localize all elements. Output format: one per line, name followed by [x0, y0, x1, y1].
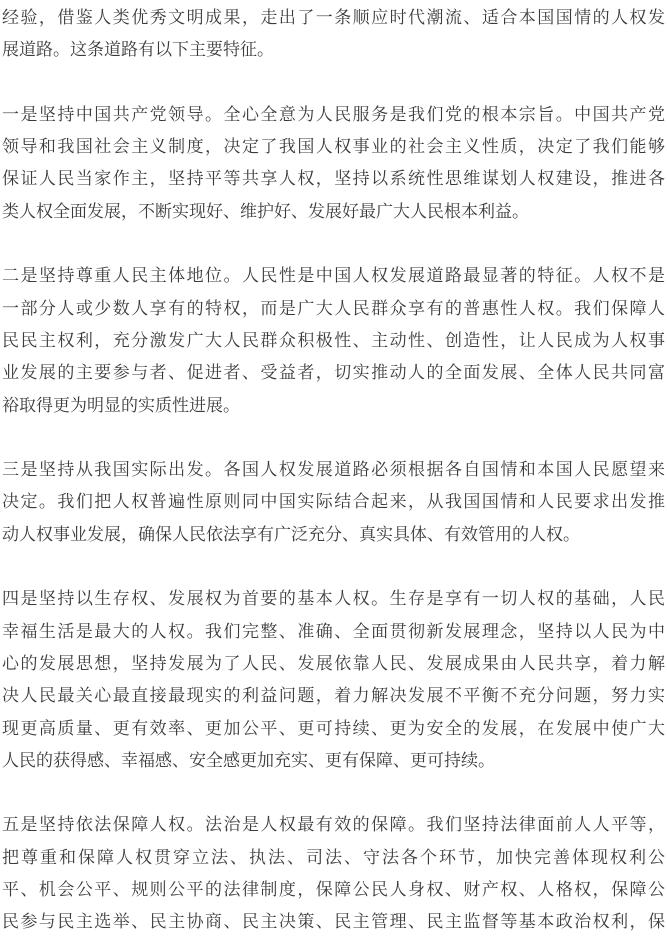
paragraph-feature-2	[2, 260, 665, 421]
paragraph-gap	[2, 228, 665, 260]
text-line: 二是坚持尊重人民主体地位。人民性是中国人权发展道路最显著的特征。人权不是	[2, 266, 665, 287]
text-line: 把尊重和保障人权贯穿立法、执法、司法、守法各个环节，加快完善体现权利公	[2, 847, 665, 868]
paragraph-feature-1	[2, 99, 665, 228]
text-line: 经验，借鉴人类优秀文明成果，走出了一条顺应时代潮流、适合本国国情的人权发	[2, 8, 665, 28]
paragraph-gap	[2, 777, 665, 809]
text-line: 动人权事业发展，确保人民依法享有广泛充分、真实具体、有效管用的人权。	[2, 524, 580, 545]
text-line: 民民主权利，充分激发广大人民群众积极性、主动性、创造性，让人民成为人权事	[2, 330, 665, 351]
text-line: 现更高质量、更有效率、更加公平、更可持续、更为安全的发展，在发展中使广大	[2, 718, 665, 739]
text-line: 决定。我们把人权普遍性原则同中国实际结合起来，从我国国情和人民要求出发推	[2, 492, 665, 513]
text-line: 五是坚持依法保障人权。法治是人权最有效的保障。我们坚持法律面前人人平等，	[2, 815, 665, 836]
text-line: 一是坚持中国共产党领导。全心全意为人民服务是我们党的根本宗旨。中国共产党	[2, 104, 665, 125]
text-line: 一部分人或少数人享有的特权，而是广大人民群众享有的普惠性人权。我们保障人	[2, 298, 665, 319]
article-body	[2, 0, 665, 939]
text-line: 展道路。这条道路有以下主要特征。	[2, 40, 274, 61]
text-line: 业发展的主要参与者、促进者、受益者，切实推动人的全面发展、全体人民共同富	[2, 363, 665, 384]
paragraph-intro	[2, 2, 665, 67]
paragraph-feature-5	[2, 809, 665, 938]
text-line: 平、机会公平、规则公平的法律制度，保障公民人身权、财产权、人格权，保障公	[2, 880, 665, 901]
text-line: 心的发展思想，坚持发展为了人民、发展依靠人民、发展成果由人民共享，着力解	[2, 653, 665, 674]
paragraph-feature-3	[2, 454, 665, 551]
text-line: 民参与民主选举、民主协商、民主决策、民主管理、民主监督等基本政治权利，保	[2, 912, 665, 933]
paragraph-gap	[2, 551, 665, 583]
paragraph-gap	[2, 67, 665, 99]
text-line: 裕取得更为明显的实质性进展。	[2, 395, 240, 416]
text-line: 幸福生活是最大的人权。我们完整、准确、全面贯彻新发展理念，坚持以人民为中	[2, 621, 665, 642]
text-line: 类人权全面发展，不断实现好、维护好、发展好最广大人民根本利益。	[2, 201, 529, 222]
text-line: 领导和我国社会主义制度，决定了我国人权事业的社会主义性质，决定了我们能够	[2, 137, 665, 158]
text-line: 决人民最关心最直接最现实的利益问题，着力解决发展不平衡不充分问题，努力实	[2, 686, 665, 707]
text-line: 保证人民当家作主，坚持平等共享人权，坚持以系统性思维谋划人权建设，推进各	[2, 169, 665, 190]
text-line: 四是坚持以生存权、发展权为首要的基本人权。生存是享有一切人权的基础，人民	[2, 589, 665, 610]
text-line: 三是坚持从我国实际出发。各国人权发展道路必须根据各自国情和本国人民愿望来	[2, 460, 665, 481]
paragraph-gap	[2, 422, 665, 454]
text-line: 人民的获得感、幸福感、安全感更加充实、更有保障、更可持续。	[2, 750, 495, 771]
paragraph-feature-4	[2, 583, 665, 777]
